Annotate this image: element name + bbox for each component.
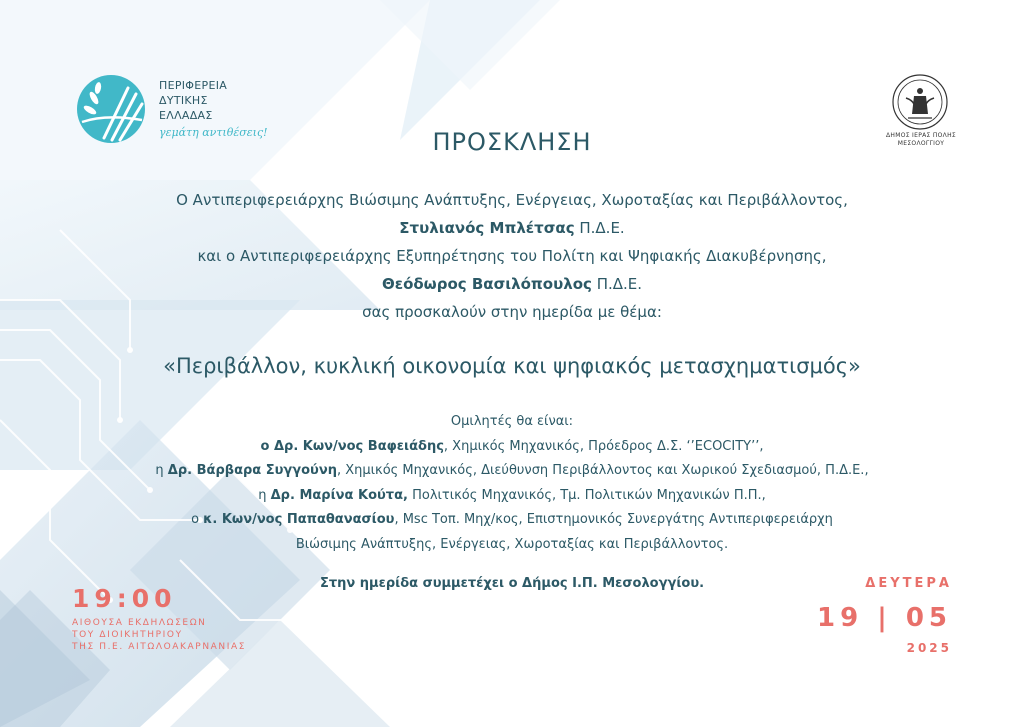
event-day-month: 19 | 05 [817,603,952,633]
region-name-line3: ΕΛΛΑΔΑΣ [159,109,213,122]
venue-line-1: ΑΙΘΟΥΣΑ ΕΚΔΗΛΩΣΕΩΝ [72,618,207,628]
invitation-line-5: σας προσκαλούν στην ημερίδα με θέμα: [362,303,662,321]
region-name-line2: ΔΥΤΙΚΗΣ [159,94,208,107]
event-year: 2025 [906,641,952,655]
document-title: ΠΡΟΣΚΛΗΣΗ [432,128,592,156]
invitation-line-2 [0,216,1024,240]
speaker-item [0,435,1024,460]
invitation-line-4 [0,272,1024,296]
municipality-seal-icon [892,74,948,130]
municipality-name-line1: ΔΗΜΟΣ ΙΕΡΑΣ ΠΟΛΗΣ [886,132,956,139]
event-topic: «Περιβάλλον, κυκλική οικονομία και ψηφιακός μετασχηματισμός» [163,354,861,378]
region-logo-text [159,78,227,123]
speaker-item [0,484,1024,509]
speaker-prefix: η [258,487,271,503]
speaker-desc: Πολιτικός Μηχανικός, Τμ. Πολιτικών Μηχανικών Π.Π., [407,487,766,503]
time-venue-block [72,584,292,653]
speaker-name: Δρ. Βάρβαρα Συγγούνη [167,463,337,479]
date-block [810,576,952,655]
invitation-line-3: και ο Αντιπεριφερειάρχης Εξυπηρέτησης του Πολίτη και Ψηφιακής Διακυβέρνησης, [197,247,827,265]
venue-line-3: ΤΗΣ Π.Ε. ΑΙΤΩΛΟΑΚΑΡΝΑΝΙΑΣ [72,642,247,652]
speakers-list [0,410,1024,558]
region-slogan: γεμάτη αντιθέσεις! [159,126,268,139]
speaker-desc: , Χημικός Μηχανικός, Διεύθυνση Περιβάλλοντος και Χωρικού Σχεδιασμού, Π.Δ.Ε., [336,463,869,479]
speaker-item [0,508,1024,533]
event-weekday: ΔΕΥΤΕΡΑ [865,576,952,591]
speaker-name: ο Δρ. Κων/νος Βαφειάδης [260,438,444,454]
speaker-continuation: Βιώσιμης Ανάπτυξης, Ενέργειας, Χωροταξίας και Περιβάλλοντος. [295,536,729,552]
venue-line-2: ΤΟΥ ΔΙΟΙΚΗΤΗΡΙΟΥ [72,630,183,640]
speaker-name: Δρ. Μαρίνα Κούτα, [270,487,408,503]
region-name-line1: ΠΕΡΙΦΕΡΕΙΑ [159,79,228,92]
host-name-1: Στυλιανός Μπλέτσας [399,219,575,237]
speaker-item [0,459,1024,484]
event-time: 19:00 [72,584,177,613]
speaker-desc: , Msc Τοπ. Μηχ/κος, Επιστημονικός Συνεργάτης Αντιπεριφερειάρχη [394,512,833,528]
speaker-name: κ. Κων/νος Παπαθανασίου [203,512,395,528]
speaker-desc: , Χημικός Μηχανικός, Πρόεδρος Δ.Σ. ‘’ECOCITY’’, [443,438,764,454]
event-venue [72,617,292,653]
speaker-prefix: ο [191,512,204,528]
speakers-intro: Ομιλητές θα είναι: [450,414,574,429]
participation-note: Στην ημερίδα συμμετέχει ο Δήμος Ι.Π. Μεσολογγίου. [319,576,705,591]
host-name-2: Θεόδωρος Βασιλόπουλος [381,275,592,293]
municipality-name-line2: ΜΕΣΟΛΟΓΓΙΟΥ [897,140,945,147]
speaker-prefix: η [155,463,168,479]
invitation-line-1: Ο Αντιπεριφερειάρχης Βιώσιμης Ανάπτυξης, Ενέργειας, Χωροταξίας και Περιβάλλοντος, [176,191,848,209]
host-title-1: Π.Δ.Ε. [574,219,625,237]
host-title-2: Π.Δ.Ε. [591,275,643,293]
